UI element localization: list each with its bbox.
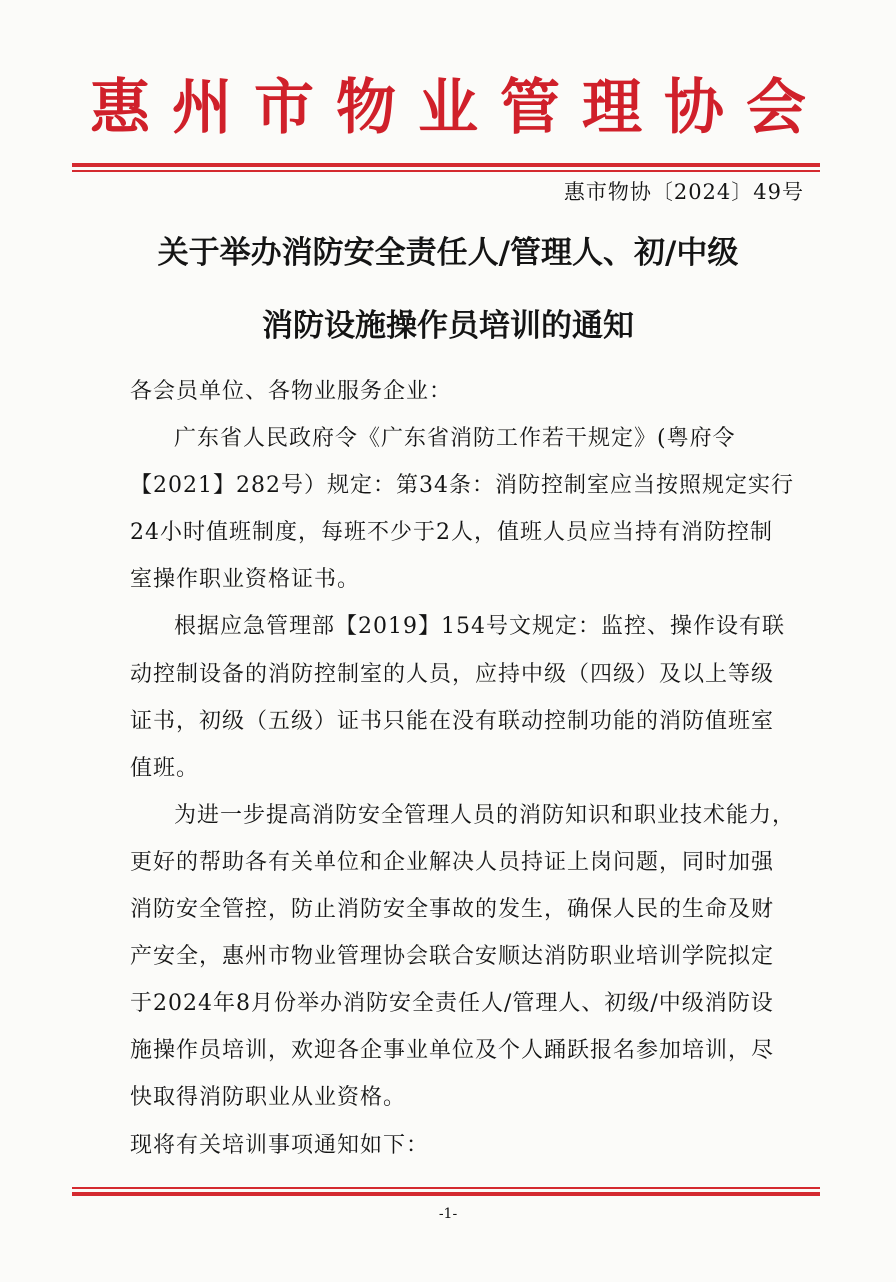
footer-rule-thin	[72, 1187, 820, 1189]
notice-title-line-1: 关于举办消防安全责任人/管理人、初/中级	[157, 235, 739, 271]
paragraph-training-plan: 为进一步提高消防安全管理人员的消防知识和职业技术能力，更好的帮助各有关单位和企业解决人员持证上岗问题，同时加强消防安全管控，防止消防安全事故的发生，确保人民的生命及财产安全，惠州市物业管理协会联合安顺达消防职业培训学院拟定于2024年8月份举办消防安全责任人/管理人、初级/中级消防设施操作员培训，欢迎各企事业单位及个人踊跃报名参加培训，尽快取得消防职业从业资格。	[130, 802, 796, 1111]
header-rule-thick	[72, 163, 820, 167]
organization-name: 惠州市物业管理协会	[90, 73, 828, 143]
paragraph-regulation: 广东省人民政府令《广东省消防工作若干规定》(粤府令【2021】282号）规定：第34条：消防控制室应当按照规定实行24小时值班制度，每班不少于2人，值班人员应当持有消防控制室操作职业资格证书。	[130, 426, 794, 593]
notice-body	[130, 368, 795, 1169]
notice-title-line-2: 消防设施操作员培训的通知	[262, 308, 634, 344]
header-rule-thin	[72, 170, 820, 172]
paragraph-ministry-rule: 根据应急管理部【2019】154号文规定：监控、操作设有联动控制设备的消防控制室的人员，应持中级（四级）及以上等级证书，初级（五级）证书只能在没有联动控制功能的消防值班室值班。	[130, 614, 785, 781]
salutation: 各会员单位、各物业服务企业：	[130, 379, 453, 404]
page-number: -1-	[438, 1206, 458, 1222]
closing-line: 现将有关培训事项通知如下：	[130, 1132, 430, 1158]
footer-rule-thick	[72, 1192, 820, 1196]
document-number: 惠市物协〔2024〕49号	[563, 180, 804, 204]
